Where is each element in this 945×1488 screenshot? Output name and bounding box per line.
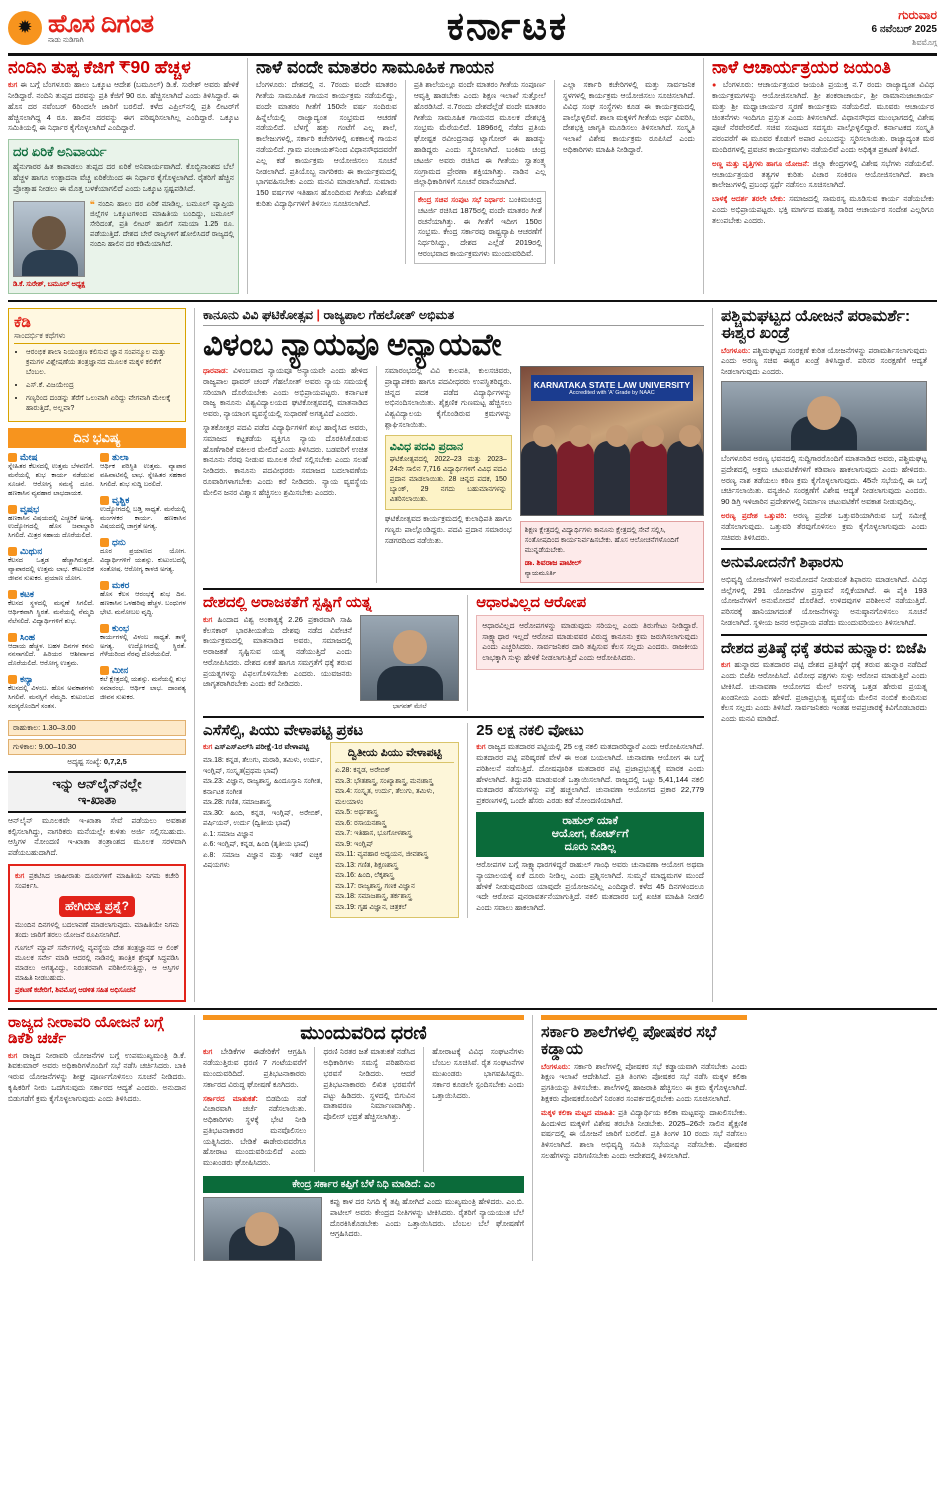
acharya-sub2-label: ಬಾಳಕ್ಕೆ ಆದರ್ಶ ತರಲೇ ಬೇಕು: xyxy=(712,194,786,204)
sign-text: ಹೊಸ ಕೆಲಸ ಆರಂಭಕ್ಕೆ ಶುಭ ದಿನ. ಹಣಕಾಸಿನ ಒಳಹರಿವು ಹೆಚ್ಚಳ. ಬಂಧುಗಳ ಭೇಟಿ. ಮನೋಬಲ ವೃದ್ಧಿ. xyxy=(100,590,186,616)
logo-subtitle: ನಾಡು ನುಡಿಗಾಗಿ xyxy=(48,36,84,44)
rahul-text: ಆರೋಪಗಳ ಬಗ್ಗೆ ಸಾಕ್ಷ್ಯಾಧಾರಗಳಿದ್ದರೆ ರಾಹುಲ್ ಗಾಂಧಿ ಅವರು ಚುನಾವಣಾ ಆಯೋಗ ಅಥವಾ ನ್ಯಾಯಾಲಯಕ್ಕೆ ಏಕೆ ದೂರು ನೀಡಿಲ್ಲ ಎಂದು ಪ್ರಶ್ನಿಸಲಾಗಿದೆ. ಸುಮ್ಮನೆ ಮಾಧ್ಯಮಗಳ ಮುಂದೆ ಹೇಳಿಕೆ ನೀಡುವುದರಿಂದ ಯಾವುದೇ ಪ್ರಯೋಜನವಿಲ್ಲ ಎಂದಿದ್ದಾರೆ. ಕಳೆದ 45 ದಿನಗಳಿಂದಲೂ ಇದೇ ಆರೋಪ ಪುನರಾವರ್ತನೆಯಾಗುತ್ತಿದೆ. ನಕಲಿ ಮತದಾರರ ಬಗ್ಗೆ ಖಚಿತ ಮಾಹಿತಿ ನೀಡಲಿ ಎಂದು ಸವಾಲು ಹಾಕಲಾಗಿದೆ. xyxy=(476,859,704,913)
anumodane-body: ಅಭಿವೃದ್ಧಿ ಯೋಜನೆಗಳಿಗೆ ಅನುಮೋದನೆ ನೀಡುವಂತೆ ಶಿಫಾರಸು ಮಾಡಲಾಗಿದೆ. ವಿವಿಧ ಜಿಲ್ಲೆಗಳಲ್ಲಿ 291 ಯೋಜನೆಗಳ ಪ್ರಸ್ತಾವನೆ ಸಲ್ಲಿಕೆಯಾಗಿದೆ. ಈ ಪೈಕಿ 193 ಯೋಜನೆಗಳಿಗೆ ಅನುಮೋದನೆ ದೊರೆತಿದೆ. ಉಳಿದವುಗಳ ಪರಿಶೀಲನೆ ನಡೆಯುತ್ತಿದೆ. ಪರಿಸರಕ್ಕೆ ಹಾನಿಯಾಗದಂತೆ ಯೋಜನೆಗಳನ್ನು ಅನುಷ್ಠಾನಗೊಳಿಸಲು ಸೂಚನೆ ನೀಡಲಾಗಿದೆ. ಸ್ಥಳೀಯ ಜನರ ಅಭಿಪ್ರಾಯ ಪಡೆದು ಮುಂದುವರಿಯಲು ತಿಳಿಸಲಾಗಿದೆ. xyxy=(721,574,927,627)
schools-sub1-label: ಮಕ್ಕಳ ಕಲಿಕಾ ಮಟ್ಟದ ಮಾಹಿತಿ: xyxy=(541,1107,616,1117)
arajakate-headline: ದೇಶದಲ್ಲಿ ಅರಾಜಕತೆಗೆ ಸ್ಪಷ್ಟಿಗೆ ಯತ್ನ xyxy=(203,594,372,612)
sslc-tag: ಕುಗ xyxy=(203,742,213,752)
bjp-headline: ದೇಶದ ಪ್ರತಿಷ್ಠೆ ಧಕ್ಕೆ ತರುವ ಹುನ್ನಾರ: ಬಿಜೆಪಿ xyxy=(721,639,927,657)
feature-ad-body2: ಗೂಗಲ್ ಮ್ಯಾಪ್ ಸರ್ವೇಗಳಲ್ಲಿ ವ್ಯವಸ್ಥೆಯ ದೇಶ ತಂತ್ರಜ್ಞಾನದ ಆ ಲಿಂಕ್ ಮೂಲಕ ಸರ್ವೇ ಮಾಡಿ ಆದರಲ್ಲಿ ನಾಡಿನಲ್ಲಿ ತಾಂತ್ರಿಕ ಶ್ರೇಷ್ಠತೆ ಸಿದ್ಧಪಡಿಸಿ ಮಾಡಲು ಅಗತ್ಯವಿದ್ದು, ನಿರಂತರವಾಗಿ ಪರಿಶೀಲಿಸುತ್ತಿದ್ದು, ಆ ಆಸ್ತಿಗಳ ಮಾಹಿತಿ ನೀಡಬಹುದು. xyxy=(15,944,179,982)
dharane-tag: ಕುಗ xyxy=(203,1047,213,1057)
sslc-exam-row: ಏ.8: ಸಮಾಜ ವಿಜ್ಞಾನ ಮತ್ತು ಇತರೆ ಐಚ್ಛಿಕ ವಿಷಯಗಳು xyxy=(203,851,323,870)
article-acharya-body: ಬೆಂಗಳೂರು: ಆಚಾರ್ಯತ್ರಯರ ಜಯಂತಿ ಪ್ರಯುಕ್ತ ನ.7 ರಂದು ರಾಜ್ಯಾದ್ಯಂತ ವಿವಿಧ ಕಾರ್ಯಕ್ರಮಗಳನ್ನು ಆಯೋಜಿಸಲಾಗಿದೆ. ಶ್ರೀ ಶಂಕರಾಚಾರ್ಯ, ಶ್ರೀ ರಾಮಾನುಜಾಚಾರ್ಯ ಮತ್ತು ಶ್ರೀ ಮಧ್ವಾಚಾರ್ಯರ ಸ್ಮರಣೆ ಕಾರ್ಯಕ್ರಮ ನಡೆಯಲಿದೆ. ಮೂವರು ಆಚಾರ್ಯರ ಚಿಂತನೆಗಳು ಇಂದಿಗೂ ಪ್ರಸ್ತುತ ಎಂದು ತಿಳಿಸಲಾಗಿದೆ. ವಿಧಾನಸೌಧದ ಮುಂಭಾಗದಲ್ಲಿ ವಿಶೇಷ ಪೂಜೆ ನೆರವೇರಲಿದೆ. ಸಚಿವ ಸಂಪುಟದ ಸದಸ್ಯರು ಪಾಲ್ಗೊಳ್ಳಲಿದ್ದಾರೆ. ಕರ್ನಾಟಕದ ಸಂಸ್ಕೃತಿ ಪರಂಪರೆಗೆ ಈ ಮೂವರ ಕೊಡುಗೆ ಅಪಾರ ಎಂಬುದನ್ನು ಸ್ಮರಿಸಲಾಯಿತು. ರಾಜ್ಯಾದ್ಯಂತ ಮಠ ಮಂದಿರಗಳಲ್ಲಿ ಪ್ರವಚನ ಕಾರ್ಯಕ್ರಮಗಳು ನಡೆಯಲಿವೆ ಎಂದು ಅಧಿಕೃತ ಪ್ರಕಟಣೆ ತಿಳಿಸಿದೆ. xyxy=(712,80,934,154)
zodiac-icon xyxy=(8,633,17,642)
sign-text: ಹಣಕಾಸಿನ ವಿಷಯದಲ್ಲಿ ಎಚ್ಚರಿಕೆ ಅಗತ್ಯ. ಉದ್ಯೋಗದಲ್ಲಿ ಹೊಸ ಜವಾಬ್ದಾರಿ ಸಿಗಲಿದೆ. ಮಿತ್ರರ ಸಹಾಯ ದೊರೆಯಲಿದೆ. xyxy=(8,514,94,540)
rahul-banner xyxy=(476,812,704,857)
sign-label: ವೃಶ್ಚಿಕ xyxy=(112,494,130,505)
quote-author: ಡಾ. ಶಿವರಾಜ ಪಾಟೀಲ್ xyxy=(524,558,582,568)
left-rail xyxy=(8,308,186,1002)
horoscope-header: ದಿನ ಭವಿಷ್ಯ xyxy=(8,428,186,448)
zodiac-icon xyxy=(8,675,17,684)
masthead xyxy=(8,6,937,56)
photo-banner-sub: Accredited with 'A' Grade by NAAC xyxy=(569,390,655,397)
horoscope-sign xyxy=(8,452,94,499)
pu-exam-row: ಏ.28: ಕನ್ನಡ, ಅರೇಬಿಕ್ xyxy=(335,767,391,775)
zodiac-icon xyxy=(100,538,109,547)
gulikala-bar xyxy=(8,739,186,755)
article-votes xyxy=(476,723,704,807)
article-schools xyxy=(532,1015,747,1261)
quote-role: ನ್ಯಾಯಮೂರ್ತಿ xyxy=(524,570,557,578)
sign-label: ಕನ್ಯಾ xyxy=(20,674,34,685)
lucky-value: 0,7,2,5 xyxy=(103,756,127,766)
votes-headline: 25 ಲಕ್ಷ ನಕಲಿ ವೋಟು xyxy=(476,721,584,739)
main-quotebox xyxy=(520,521,704,583)
pu-exam-row: ಮಾ.19: ಗೃಹ ವಿಜ್ಞಾನ, ಚಿತ್ರಕಲೆ xyxy=(335,903,407,911)
article-anumodane xyxy=(721,555,927,628)
pu-exam-row: ಮಾ.6: ರಸಾಯನಶಾಸ್ತ್ರ xyxy=(335,819,387,827)
sign-text: ಉದ್ಯೋಗದಲ್ಲಿ ಬಡ್ತಿ ಸಾಧ್ಯತೆ. ಮನೆಯಲ್ಲಿ ಮಂಗಳಕರ ಕಾರ್ಯ. ಹಣಕಾಸಿನ ವಿಷಯದಲ್ಲಿ ಜಾಗ್ರತೆ ಅಗತ್ಯ. xyxy=(100,505,186,531)
article-sslc xyxy=(203,723,459,919)
article-dharane xyxy=(194,1015,524,1261)
sign-label: ಮಿಥುನ xyxy=(20,546,43,557)
pu-exam-row: ಮಾ.9: ಇಂಗ್ಲಿಷ್ xyxy=(335,840,374,848)
sslc-exam-row: ಮಾ.23: ವಿಜ್ಞಾನ, ರಾಜ್ಯಶಾಸ್ತ್ರ, ಹಿಂದೂಸ್ತಾನಿ ಸಂಗೀತ, ಕರ್ನಾಟಕ ಸಂಗೀತ xyxy=(203,778,323,796)
dharane-sub-label: ಸರ್ಕಾರದ ಮಾತುಕತೆ: xyxy=(203,1093,258,1103)
horoscope-sign xyxy=(100,665,186,703)
bottom-band xyxy=(8,1008,937,1261)
aadhar-body: ಆಧಾರವಿಲ್ಲದ ಆರೋಪಗಳನ್ನು ಮಾಡುವುದು ಸರಿಯಲ್ಲ ಎಂದು ತಿರುಗೇಟು ನೀಡಿದ್ದಾರೆ. ಸಾಕ್ಷ್ಯಾಧಾರ ಇಲ್ಲದೆ ಆರೋಪ ಮಾಡುವವರ ವಿರುದ್ಧ ಕಾನೂನು ಕ್ರಮ ಜರುಗಿಸಲಾಗುವುದು ಎಂದು ಎಚ್ಚರಿಸಿದರು. ಸಾರ್ವಜನಿಕರ ದಾರಿ ತಪ್ಪಿಸುವ ಕೆಲಸ ಸಲ್ಲದು ಎಂದರು. ರಾಜಕೀಯ ಲಾಭಕ್ಕಾಗಿ ಸುಳ್ಳು ಹೇಳಿಕೆ ನೀಡಲಾಗುತ್ತಿದೆ ಎಂದು ಆರೋಪಿಸಿದರು. xyxy=(482,620,698,663)
vandemataram-box-text: ಬಂಕಿಮಚಂದ್ರ ಚಟರ್ಜಿ ರಚಿಸಿದ 1875ರಲ್ಲಿ ವಂದೇ ಮಾತರಂ ಗೀತೆ ರಚನೆಯಾಗಿತ್ತು. ಈ ಗೀತೆಗೆ ಇದೀಗ 150ರ ಸಂಭ್ರಮ. ಕೇಂದ್ರ ಸರ್ಕಾರವು ರಾಷ್ಟ್ರವ್ಯಾಪಿ ಆಚರಣೆಗೆ ನಿರ್ಧರಿಸಿದ್ದು, ದೇಶದ ಎಲ್ಲೆಡೆ 2019ರಲ್ಲಿ ಆರಂಭವಾದ ಕಾರ್ಯಕ್ರಮಗಳು ಮುಂದುವರಿದಿವೆ. xyxy=(417,195,542,258)
main-col2: ಸ್ನಾತಕೋತ್ತರ ಪದವಿ ಪಡೆದ ವಿದ್ಯಾರ್ಥಿಗಳಿಗೆ ಶುಭ ಹಾರೈಸಿದ ಅವರು, ಸಮಾಜದ ಕಟ್ಟಕಡೆಯ ವ್ಯಕ್ತಿಗೂ ನ್ಯಾಯ ದೊರಕಿಸಿಕೊಡುವ ಹೊಣೆಗಾರಿಕೆ ವಕೀಲರ ಮೇಲಿದೆ ಎಂದು ತಿಳಿಸಿದರು. ಬಡವರಿಗೆ ಉಚಿತ ಕಾನೂನು ನೆರವು ನೀಡುವ ಮೂಲಕ ಸೇವೆ ಸಲ್ಲಿಸಬೇಕು ಎಂದು ಸಲಹೆ ನೀಡಿದರು. ಕಾನೂನು ಪದವೀಧರರು ಸಮಾಜದ ಬದಲಾವಣೆಯ ರೂವಾರಿಗಳಾಗಬೇಕು ಎಂದು ಕರೆ ನೀಡಿದರು. ನ್ಯಾಯ ವ್ಯವಸ್ಥೆಯ ಮೇಲಿನ ಜನರ ವಿಶ್ವಾಸ ಹೆಚ್ಚಿಸಲು ಶ್ರಮಿಸಬೇಕು ಎಂದರು. xyxy=(203,422,368,497)
dharane-body1: ಬೇಡಿಕೆಗಳ ಈಡೇರಿಕೆಗೆ ಆಗ್ರಹಿಸಿ ನಡೆಯುತ್ತಿರುವ ಧರಣಿ 7 ಗಂಟೆಯವರೆಗೆ ಮುಂದುವರಿದಿದೆ. ಪ್ರತಿಭಟನಾಕಾರರು ಸರ್ಕಾರದ ವಿರುದ್ಧ ಘೋಷಣೆ ಕೂಗಿದರು. xyxy=(203,1047,307,1089)
arajakate-tag: ಕುಗ xyxy=(203,614,213,624)
masthead-date: 6 ನವೆಂಬರ್ 2025 xyxy=(871,24,937,36)
lucky-label: ಅದೃಷ್ಟ ಸಂಖ್ಯೆ: xyxy=(67,756,102,766)
article-acharya-headline: ನಾಳೆ ಆಚಾರ್ಯತ್ರಯರ ಜಯಂತಿ xyxy=(712,57,891,77)
sign-text: ಕೆಲಸದಲ್ಲಿ ವಿಳಂಬ. ಹೊಸ ಅವಕಾಶಗಳು ಸಿಗಲಿವೆ. ಮನಸ್ಸಿಗೆ ನೆಮ್ಮದಿ. ಕುಟುಂಬದ ಸದಸ್ಯರೊಂದಿಗೆ ಸಂತಸ. xyxy=(8,685,94,710)
photo-person xyxy=(630,441,666,515)
sslc-exam-row: ಏ.1: ಸಮಾಜ ವಿಜ್ಞಾನ xyxy=(203,830,254,838)
subbox-credit: ಡಿ.ಕೆ. ಸುರೇಶ್, ಬಮೂಲ್ ಅಧ್ಯಕ್ಷ xyxy=(13,280,85,288)
kaidi-box xyxy=(8,308,186,422)
masthead-date-block xyxy=(777,7,937,49)
gulikala-label: ಗುಳಿಕಾಲ: xyxy=(13,741,37,751)
sign-text: ಕಾರ್ಯಗಳಲ್ಲಿ ವಿಳಂಬ ಸಾಧ್ಯತೆ. ತಾಳ್ಮೆ ಅಗತ್ಯ. ಉದ್ಯೋಗದಲ್ಲಿ ಸ್ಥಿರತೆ. ಗೆಳೆಯರಿಂದ ನೆರವು ದೊರೆಯಲಿದೆ. xyxy=(100,633,186,659)
acharya-sub1-label: ಅಣ್ಣ ಮತ್ತು ವೃತ್ತಿಗಳು ಹಾಗೂ ಯೋಜನೆ: xyxy=(712,158,810,168)
sign-label: ಕಟಕ xyxy=(20,588,34,599)
schools-body: ಸರ್ಕಾರಿ ಶಾಲೆಗಳಲ್ಲಿ ಪೋಷಕರ ಸಭೆ ಕಡ್ಡಾಯವಾಗಿ ನಡೆಸಬೇಕು ಎಂದು ಶಿಕ್ಷಣ ಇಲಾಖೆ ಆದೇಶಿಸಿದೆ. ಪ್ರತಿ ತಿಂಗಳು ಪೋಷಕರ ಸಭೆ ನಡೆಸಿ ಮಕ್ಕಳ ಕಲಿಕಾ ಪ್ರಗತಿಯನ್ನು ತಿಳಿಸಬೇಕು. ಶಾಲೆಗಳಲ್ಲಿ ಹಾಜರಾತಿ ಹೆಚ್ಚಿಸಲು ಈ ಕ್ರಮ ಕೈಗೊಳ್ಳಲಾಗಿದೆ. ಶಿಕ್ಷಕರು ಪೋಷಕರೊಂದಿಗೆ ನಿರಂತರ ಸಂಪರ್ಕದಲ್ಲಿರಬೇಕು ಎಂದು ಸೂಚಿಸಲಾಗಿದೆ. xyxy=(541,1061,747,1104)
sign-text: ಕಲೆ ಕ್ಷೇತ್ರದಲ್ಲಿ ಯಶಸ್ಸು. ಮನೆಯಲ್ಲಿ ಶುಭ ಸಮಾರಂಭ. ಆರ್ಥಿಕ ಲಾಭ. ದಾಂಪತ್ಯ ಜೀವನ ಸುಖಕರ. xyxy=(100,676,186,702)
schools-tag: ಬೆಂಗಳೂರು: xyxy=(541,1061,571,1071)
subbox-text: ಹೈನುಗಾರರ ಹಿತ ಕಾಪಾಡಲು ತುಪ್ಪದ ದರ ಏರಿಕೆ ಅನಿವಾರ್ಯವಾಗಿದೆ. ಕೊಬ್ಬಿನಾಂಶದ ಬೆಲೆ ಹೆಚ್ಚಳ ಹಾಗೂ ಉತ್ಪಾದನಾ ವೆಚ್ಚ ಏರಿಕೆಯಿಂದ ಈ ನಿರ್ಧಾರ ಕೈಗೊಳ್ಳಲಾಗಿದೆ. ರೈತರಿಗೆ ಹೆಚ್ಚಿನ ಪ್ರೋತ್ಸಾಹ ನೀಡಲು ಈ ಮೊತ್ತ ಬಳಕೆಯಾಗಲಿದೆ ಎಂದು ಒಕ್ಕೂಟ ಸ್ಪಷ್ಟಪಡಿಸಿದೆ. xyxy=(13,162,234,193)
zodiac-icon xyxy=(8,505,17,514)
acharya-dateline: ● xyxy=(712,80,719,90)
kaidi-title: ಕೆಡಿ xyxy=(14,313,31,331)
main-kicker-left: ಕಾನೂನು ವಿವಿ ಘಟಿಕೋತ್ಸವ xyxy=(203,307,314,322)
sign-text: ಕೆಲಸದ ಸ್ಥಳದಲ್ಲಿ ಮನ್ನಣೆ ಸಿಗಲಿದೆ. ಆರ್ಥಿಕವಾಗಿ ಸ್ಥಿರತೆ. ಮನೆಯಲ್ಲಿ ನೆಮ್ಮದಿ ನೆಲೆಸಲಿದೆ. ವಿದ್ಯಾರ್ಥಿಗಳಿಗೆ ಶುಭ. xyxy=(8,599,94,625)
dharane-col2: ಧರಣಿ ನಿರತರ ಜತೆ ಮಾತುಕತೆ ನಡೆಸಿದ ಅಧಿಕಾರಿಗಳು ಸಮಸ್ಯೆ ಪರಿಹರಿಸುವ ಭರವಸೆ ನೀಡಿದರು. ಆದರೆ ಪ್ರತಿಭಟನಾಕಾರರು ಲಿಖಿತ ಭರವಸೆಗೆ ಪಟ್ಟು ಹಿಡಿದರು. ಸ್ಥಳದಲ್ಲಿ ಬಿಗುವಿನ ವಾತಾವರಣ ನಿರ್ಮಾಣವಾಗಿತ್ತು. ಪೊಲೀಸ್ ಭದ್ರತೆ ಹೆಚ್ಚಿಸಲಾಗಿತ್ತು. xyxy=(323,1047,416,1122)
ekhata-text: ಆನ್‌ಲೈನ್ ಮೂಲಕವೇ ಇ-ಖಾತಾ ಸೇವೆ ಪಡೆಯಲು ಅವಕಾಶ ಕಲ್ಪಿಸಲಾಗಿದ್ದು, ನಾಗರಿಕರು ಮನೆಯಲ್ಲೇ ಕುಳಿತು ಅರ್ಜಿ ಸಲ್ಲಿಸಬಹುದು. ಆಸ್ತಿಗಳ ನೋಂದಣಿ ಇ-ಖಾತಾ ತಂತ್ರಾಂಶದ ಮೂಲಕ ಸರಳವಾಗಿ ಪಡೆಯಬಹುದಾಗಿದೆ. xyxy=(8,815,186,858)
horoscope-grid xyxy=(8,452,186,717)
photo-banner-text: KARNATAKA STATE LAW UNIVERSITY xyxy=(533,380,691,391)
pu-exam-row: ಮಾ.3: ಭೌತಶಾಸ್ತ್ರ, ಸಂಖ್ಯಾಶಾಸ್ತ್ರ, ಮನಃಶಾಸ್ತ್ರ xyxy=(335,777,434,785)
lucky-number-line xyxy=(8,757,186,767)
pu-timetable xyxy=(330,742,459,918)
arajakate-body: ಹಿಂದಾದ ವಿಶ್ವ ಅಂಕಾತ್ಯಕ್ಕೆ 2.26 ಪ್ರಕಾರವಾಗಿ ಸಾಹಿ ಕೆಲಸಕಾರ್ ಭಾರತೀಯತೆಯ ದೇಶವು ನಡೆದ ವಿವೇಚನೆ ಕಾರ್ಯಕ್ರಮದಲ್ಲಿ ಮಾತನಾಡಿದ ಅವರು, ಸಮಾಜದಲ್ಲಿ ಅರಾಜಕತೆ ಸೃಷ್ಟಿಸುವ ಯತ್ನ ನಡೆಯುತ್ತಿದೆ ಎಂದು ಆರೋಪಿಸಿದರು. ದೇಶದ ಏಕತೆ ಹಾಗೂ ಸಮಗ್ರತೆಗೆ ಧಕ್ಕೆ ತರುವ ಪ್ರಯತ್ನಗಳನ್ನು ವಿಫಲಗೊಳಿಸಬೇಕು ಎಂದರು. ಯುವಜನರು ಜಾಗೃತರಾಗಿರಬೇಕು ಎಂದು ಕರೆ ನೀಡಿದರು. xyxy=(203,614,352,689)
sign-text: ಆರ್ಥಿಕ ಪರಿಸ್ಥಿತಿ ಉತ್ತಮ. ವ್ಯಾಪಾರ ವಹಿವಾಟಿನಲ್ಲಿ ಲಾಭ. ಸ್ನೇಹಿತರ ಸಹಕಾರ ಸಿಗಲಿದೆ. ಶುಭ ಸುದ್ದಿ ಬರಲಿದೆ. xyxy=(100,462,186,488)
dharane-body2: ಬಿಡದಿಯ ನಡೆ ವಿಚಾರವಾಗಿ ಚರ್ಚೆ ನಡೆಸಲಾಯಿತು. ಅಧಿಕಾರಿಗಳು ಸ್ಥಳಕ್ಕೆ ಭೇಟಿ ನೀಡಿ ಪ್ರತಿಭಟನಾಕಾರರ ಮನವೊಲಿಸಲು ಯತ್ನಿಸಿದರು. ಬೇಡಿಕೆ ಈಡೇರುವವರೆಗೂ ಹೋರಾಟ ಮುಂದುವರಿಯಲಿದೆ ಎಂದು ಮುಖಂಡರು ಘೋಷಿಸಿದರು. xyxy=(203,1093,307,1168)
main-headline: ವಿಳಂಬ ನ್ಯಾಯವೂ ಅನ್ಯಾಯವೇ xyxy=(203,326,502,362)
main-yellowbox-text: ಘಟಿಕೋತ್ಸವದಲ್ಲಿ 2022–23 ಮತ್ತು 2023–24ನೇ ಸಾಲಿನ 7,716 ವಿದ್ಯಾರ್ಥಿಗಳಿಗೆ ವಿವಿಧ ಪದವಿ ಪ್ರದಾನ ಮಾಡಲಾಯಿತು. 28 ಚಿನ್ನದ ಪದಕ, 150 ಬ್ಯಾಂಕ್, 29 ನಗದು ಬಹುಮಾನಗಳನ್ನು ವಿತರಿಸಲಾಯಿತು. xyxy=(389,456,507,504)
zodiac-icon xyxy=(100,453,109,462)
horoscope-sign xyxy=(8,632,94,670)
zodiac-icon xyxy=(8,453,17,462)
photo-person xyxy=(521,441,557,515)
ekhata-banner xyxy=(8,771,186,813)
section-accent-bar xyxy=(203,1015,524,1020)
right-rail xyxy=(712,308,927,1002)
sslc-exam-row: ಮಾ.18: ಕನ್ನಡ, ತೆಲುಗು, ಮರಾಠಿ, ತಮಿಳು, ಉರ್ದು, ಇಂಗ್ಲಿಷ್, ಸಂಸ್ಕೃತ(ಪ್ರಥಮ ಭಾಷೆ) xyxy=(203,757,323,775)
main-kicker-right: ರಾಜ್ಯಪಾಲ ಗೆಹಲೋತ್ ಅಭಿಮತ xyxy=(323,307,455,322)
horoscope-sign xyxy=(8,504,94,542)
paschima-sub1: ಅರಣ್ಯ ಪ್ರದೇಶ ಒತ್ತುವರಿಯಾಗಿರುವ ಬಗ್ಗೆ ಸಮೀಕ್ಷೆ ನಡೆಸಲಾಗುವುದು. ಒತ್ತುವರಿ ತೆರವುಗೊಳಿಸಲು ಕ್ರಮ ಕೈಗೊಳ್ಳಲಾಗುವುದು ಎಂದು ಸಚಿವರು ತಿಳಿಸಿದರು. xyxy=(721,510,927,542)
neeravari-headline: ರಾಜ್ಯದ ನೀರಾವರಿ ಯೋಜನೆ ಬಗ್ಗೆ ಡಿಕೆಶಿ ಚರ್ಚೆ xyxy=(8,1013,164,1048)
vandemataram-box-label: ಕೇಂದ್ರ ಸಚಿವ ಸಂಪುಟ ಸಭೆ ನಿರ್ಧಾರ: xyxy=(417,195,506,205)
zodiac-icon xyxy=(100,581,109,590)
sign-label: ವೃಷಭ xyxy=(20,503,40,514)
paschima-tag: ಬೆಂಗಳೂರು: xyxy=(721,345,751,355)
article-paschima xyxy=(721,308,927,544)
votes-tag: ಕುಗ xyxy=(476,742,486,752)
pu-timetable-title: ದ್ವಿತೀಯ ಪಿಯು ವೇಳಾಪಟ್ಟಿ xyxy=(335,747,454,763)
sign-label: ಸಿಂಹ xyxy=(20,631,36,642)
center-main xyxy=(194,308,704,1002)
article-aadhar xyxy=(467,595,704,711)
horoscope-sign xyxy=(8,546,94,584)
sign-text: ದೂರ ಪ್ರಯಾಣದ ಯೋಗ. ವಿದ್ಯಾರ್ಥಿಗಳಿಗೆ ಯಶಸ್ಸು. ಕುಟುಂಬದಲ್ಲಿ ಸಂತೋಷ. ಆರೋಗ್ಯ ಕಾಳಜಿ ಅಗತ್ಯ. xyxy=(100,548,186,574)
article-nandini xyxy=(8,58,239,294)
rahul-banner-line2: ಆಯೋಗ, ಕೋರ್ಟ್‌ಗೆ xyxy=(551,827,629,840)
main-kicker-sep: | xyxy=(316,307,321,322)
dharane-headline: ಮುಂದುವರಿದ ಧರಣಿ xyxy=(300,1022,427,1044)
photo-person xyxy=(667,441,703,515)
feature-ad-footer: ಪ್ರಕಟಣೆ ಕಚೇರಿಗೆ, ಶಿವಮೊಗ್ಗ ಆಡಳಿತ ಸಹಿತ ಅಧಿಸೂಚನೆ xyxy=(15,986,136,994)
middle-band xyxy=(8,308,937,1002)
sign-text: ಸ್ನೇಹಿತರ ಕೆಲಸದಲ್ಲಿ ಉತ್ತಮ ಬೆಳವಣಿಗೆ. ಮನೆಯಲ್ಲಿ ಶುಭ ಕಾರ್ಯ ನಡೆಯುವ ಸೂಚನೆ. ಆರೋಗ್ಯ ಸಮಸ್ಯೆ ದೂರ. ಹಣಕಾಸಿನ ವ್ಯವಹಾರ ಲಾಭದಾಯಕ. xyxy=(8,462,94,497)
article-arajakate xyxy=(203,595,459,711)
feature-ad-title[interactable]: ಹೇಗಿರುತ್ತ ಪ್ರಶ್ನೆ? xyxy=(59,896,135,917)
schools-headline: ಸರ್ಕಾರಿ ಶಾಲೆಗಳಲ್ಲಿ ಪೋಷಕರ ಸಭೆ ಕಡ್ಡಾಯ xyxy=(541,1023,717,1059)
paschima-body1: ಪಶ್ಚಿಮಘಟ್ಟದ ಸಂರಕ್ಷಣೆ ಕುರಿತ ಯೋಜನೆಗಳನ್ನು ಪರಾಮರ್ಶಿಸಲಾಗುವುದು ಎಂದು ಅರಣ್ಯ ಸಚಿವ ಈಶ್ವರ ಖಂಡ್ರೆ ತಿಳಿಸಿದ್ದಾರೆ. ಪರಿಸರ ಸಂರಕ್ಷಣೆಗೆ ಆದ್ಯತೆ ನೀಡಲಾಗುವುದು ಎಂದರು. xyxy=(721,345,927,377)
kaidi-subtitle: ಸಾಂದರ್ಭಿಕ ಕಥೆಗಳು xyxy=(14,331,180,344)
sign-label: ಮೇಷ xyxy=(20,451,38,462)
article-nandini-headline: ನಂದಿನಿ ತುಪ್ಪ ಕೆಜಿಗೆ ₹90 ಹೆಚ್ಚಳ xyxy=(8,57,191,77)
horoscope-sign xyxy=(100,495,186,533)
sslc-exam-row: ಏ.6: ಇಂಗ್ಲಿಷ್, ಕನ್ನಡ, ಹಿಂದಿ (ತೃತೀಯ ಭಾಷೆ) xyxy=(203,841,309,849)
paschima-body2: ಬೆಂಗಳೂರಿನ ಅರಣ್ಯ ಭವನದಲ್ಲಿ ಸುದ್ದಿಗಾರರೊಂದಿಗೆ ಮಾತನಾಡಿದ ಅವರು, ಪಶ್ಚಿಮಘಟ್ಟ ಪ್ರದೇಶದಲ್ಲಿ ಅಕ್ರಮ ಚಟುವಟಿಕೆಗಳಿಗೆ ಕಡಿವಾಣ ಹಾಕಲಾಗುವುದು ಎಂದು ಹೇಳಿದರು. ಅರಣ್ಯ ನಾಶ ತಡೆಯಲು ಕಠಿಣ ಕ್ರಮ ಕೈಗೊಳ್ಳಲಾಗುವುದು. 45ನೇ ಸಭೆಯಲ್ಲಿ ಈ ಬಗ್ಗೆ ಚರ್ಚಿಸಲಾಯಿತು. ವನ್ಯಜೀವಿ ಸಂರಕ್ಷಣೆಗೆ ವಿಶೇಷ ಆದ್ಯತೆ ನೀಡಲಾಗುವುದು ಎಂದರು. 90 ಡಿಗ್ರಿ ಇಳಿಜಾರಿನ ಪ್ರದೇಶಗಳಲ್ಲಿ ನಿರ್ಮಾಣ ಚಟುವಟಿಕೆಗೆ ಅವಕಾಶ ನೀಡುವುದಿಲ್ಲ. xyxy=(721,454,927,507)
sign-label: ಕುಂಭ xyxy=(112,622,130,633)
sslc-sub: ಎಸ್‌ಎಸ್‌ಎಲ್‌ಸಿ ಪರೀಕ್ಷೆ-1ರ ವೇಳಾಪಟ್ಟಿ xyxy=(214,742,310,752)
ekhata-line2: ಇ-ಖಾತಾ xyxy=(77,791,117,807)
vandemataram-col2: ಪ್ರತಿ ಶಾಲೆಯಲ್ಲೂ ವಂದೇ ಮಾತರಂ ಗೀತೆಯ ಸಂಪೂರ್ಣ ಆವೃತ್ತಿ ಹಾಡಬೇಕು ಎಂದು ಶಿಕ್ಷಣ ಇಲಾಖೆ ಸುತ್ತೋಲೆ ಹೊರಡಿಸಿದೆ. ನ.7ರಂದು ದೇಶದೆಲ್ಲೆಡೆ ವಂದೇ ಮಾತರಂ ಗೀತೆಯ ಸಾಮೂಹಿಕ ಗಾಯನದ ಮೂಲಕ ದೇಶಭಕ್ತಿ ಸಂಭ್ರಮ ಮೆರೆಯಲಿದೆ. 1896ರಲ್ಲಿ ನೆಡೆದ ಪ್ರತಿಯ ಘೋಷ್ಟಕ ರವೀಂದ್ರನಾಥ ಟ್ಯಾಗೋರ್ ಈ ಹಾಡನ್ನು ಹಾಡಿದ್ದರು ಎಂದು ಸ್ಮರಿಸಲಾಗಿದೆ. ಬಂಕಿಮ ಚಂದ್ರ ಚಟರ್ಜಿ ಅವರು ರಚಿಸಿದ ಈ ಗೀತೆಯು ಸ್ವಾತಂತ್ರ್ಯ ಸಂಗ್ರಾಮದ ಪ್ರೇರಣಾ ಶಕ್ತಿಯಾಗಿತ್ತು. ನಾಡಿನ ಎಲ್ಲ ಜಿಲ್ಲಾಧಿಕಾರಿಗಳಿಗೆ ಸೂಚನೆ ರವಾನೆಯಾಗಿದೆ. xyxy=(413,80,546,187)
zodiac-icon xyxy=(100,624,109,633)
photo-person xyxy=(594,441,630,515)
horoscope-sign xyxy=(8,589,94,627)
top-band xyxy=(8,58,937,302)
sign-label: ಧನು xyxy=(112,537,126,548)
logo xyxy=(8,11,238,45)
article-vandemataram xyxy=(247,58,695,294)
dharane-bottom-body: ಕಪ್ಪು ಕಾಳ ದರ ನಿಗದಿ ಕೈ ತಪ್ಪಿ ಹೋಗಿದೆ ಎಂದು ಮುಖ್ಯಮಂತ್ರಿ ಹೇಳಿದರು. ಎಂ.ಬಿ. ಪಾಟೀಲ್ ಅವರು ಕೇಂದ್ರದ ನೀತಿಗಳನ್ನು ಟೀಕಿಸಿದರು. ರೈತರಿಗೆ ನ್ಯಾಯಯುತ ಬೆಲೆ ದೊರಕಿಸಿಕೊಡಬೇಕು ಎಂದು ಒತ್ತಾಯಿಸಿದರು. ಬೆಂಬಲ ಬೆಲೆ ಘೋಷಣೆಗೆ ಆಗ್ರಹಿಸಿದರು. xyxy=(329,1197,524,1239)
paschima-headline: ಪಶ್ಚಿಮಘಟ್ಟದ ಯೋಜನೆ ಪರಾಮರ್ಶೆ: ಈಶ್ವರ ಖಂಡ್ರೆ xyxy=(721,307,911,343)
main-dateline: ಧಾರವಾಡ: xyxy=(203,366,229,376)
rahukala-label: ರಾಹುಕಾಲ: xyxy=(13,722,41,732)
article-acharya xyxy=(703,58,934,294)
feature-ad-intro: ಪ್ರಕಟಿಸಿದ ಜಾಹೀರಾತು ದೂರುಗಳಿಗೆ ಮಾಹಿತಿಯ ನಿಗಮ ಕಚೇರಿ ಸಂಪರ್ಕಿಸಿ. xyxy=(15,873,179,890)
horoscope-sign xyxy=(100,623,186,661)
zodiac-icon xyxy=(100,496,109,505)
zodiac-icon xyxy=(100,666,109,675)
dharane-bottom-head: ಕೇಂದ್ರ ಸರ್ಕಾರ ಕಪ್ಪಿಗೆ ಬೆಳೆ ನಿಧಿ ಮಾಡಿದೆ: ಎಂ xyxy=(203,1176,524,1193)
bjp-tag: ಕುಗ xyxy=(721,660,731,670)
sign-text: ಕೆಲಸದ ಒತ್ತಡ ಹೆಚ್ಚಾಗಿರುತ್ತದೆ. ವ್ಯಾಪಾರದಲ್ಲಿ ಉತ್ತಮ ಲಾಭ. ಕೌಟುಂಬಿಕ ಜೀವನ ಸುಖಕರ. ಪ್ರಯಾಣ ಯೋಗ. xyxy=(8,557,94,582)
cm-photo xyxy=(203,1197,322,1261)
masthead-edition: ಶಿವಮೊಗ್ಗ xyxy=(912,38,937,48)
acharya-sub1-text: ಜಿಲ್ಲಾ ಕೇಂದ್ರಗಳಲ್ಲಿ ವಿಶೇಷ ಸಭೆಗಳು ನಡೆಯಲಿವೆ. ಆಚಾರ್ಯತ್ರಯರ ತತ್ವಗಳ ಕುರಿತು ವಿಚಾರ ಸಂಕಿರಣ ಆಯೋಜಿಸಲಾಗಿದೆ. ಶಾಲಾ ಕಾಲೇಜುಗಳಲ್ಲಿ ಪ್ರಬಂಧ ಸ್ಪರ್ಧೆ ನಡೆಸಲು ಸೂಚಿಸಲಾಗಿದೆ. xyxy=(712,158,934,190)
pu-exam-row: ಮಾ.13: ಗಣಿತ, ಶಿಕ್ಷಣಶಾಸ್ತ್ರ xyxy=(335,861,398,869)
votes-body: ರಾಜ್ಯದ ಮತದಾರರ ಪಟ್ಟಿಯಲ್ಲಿ 25 ಲಕ್ಷ ನಕಲಿ ಮತದಾರರಿದ್ದಾರೆ ಎಂದು ಆರೋಪಿಸಲಾಗಿದೆ. ಮತದಾರರ ಪಟ್ಟಿ ಪರಿಷ್ಕರಣೆ ವೇಳೆ ಈ ಅಂಶ ಬಯಲಾಗಿದೆ. ಚುನಾವಣಾ ಆಯೋಗ ಈ ಬಗ್ಗೆ ಪರಿಶೀಲನೆ ನಡೆಸುತ್ತಿದೆ. ದೋಷಪೂರಿತ ಮತದಾರರ ಪಟ್ಟಿ ಪ್ರಜಾಪ್ರಭುತ್ವಕ್ಕೆ ಮಾರಕ ಎಂದು ಹೇಳಲಾಗಿದೆ. ತಿದ್ದುಪಡಿ ಮಾಡುವಂತೆ ಒತ್ತಾಯಿಸಲಾಗಿದೆ. ರಾಜ್ಯದಲ್ಲಿ ಒಟ್ಟು 5,41,144 ನಕಲಿ ಮತದಾರರ ಹೆಸರುಗಳನ್ನು ಪತ್ತೆ ಹಚ್ಚಲಾಗಿದೆ. ಚುನಾವಣಾ ಆಯೋಗದ ಪ್ರಕಾರ 22,779 ಪ್ರಕರಣಗಳಲ್ಲಿ ಒಂದೇ ಹೆಸರು ಎರಡು ಕಡೆ ನೋಂದಣಿಯಾಗಿದೆ. xyxy=(476,742,704,806)
sign-label: ಮೀನ xyxy=(112,665,129,676)
main-yellowbox xyxy=(385,435,512,510)
gulikala-value: 9.00–10.30 xyxy=(38,741,77,751)
main-col3: ಸಮಾರಂಭದಲ್ಲಿ ವಿವಿ ಕುಲಪತಿ, ಕುಲಸಚಿವರು, ಪ್ರಾಧ್ಯಾಪಕರು ಹಾಗೂ ಪದವೀಧರರು ಉಪಸ್ಥಿತರಿದ್ದರು. ಚಿನ್ನದ ಪದಕ ಪಡೆದ ವಿದ್ಯಾರ್ಥಿಗಳನ್ನು ಅಭಿನಂದಿಸಲಾಯಿತು. ಶೈಕ್ಷಣಿಕ ಗುಣಮಟ್ಟ ಹೆಚ್ಚಿಸಲು ವಿಶ್ವವಿದ್ಯಾಲಯ ಕೈಗೊಂಡಿರುವ ಕ್ರಮಗಳನ್ನು ಶ್ಲಾಘಿಸಲಾಯಿತು. xyxy=(384,366,512,429)
dharane-col3: ಹೋರಾಟಕ್ಕೆ ವಿವಿಧ ಸಂಘಟನೆಗಳು ಬೆಂಬಲ ಸೂಚಿಸಿವೆ. ರೈತ ಸಂಘಟನೆಗಳ ಮುಖಂಡರು ಭಾಗವಹಿಸಿದ್ದರು. ಸರ್ಕಾರ ಕೂಡಲೇ ಸ್ಪಂದಿಸಬೇಕು ಎಂದು ಒತ್ತಾಯಿಸಿದರು. xyxy=(432,1047,524,1100)
kaidi-item: • ಗಣ್ಯರಿಂದ ದಂಡನ್ನು ತೆರೆಗೆ ಒಲುವಾಗಿ ಏರಿದ್ದು ವೇಗವಾಗಿ ಮೇಲಕ್ಕೆ ಹಾರುತ್ತಿದೆ, ಅಲ್ಲವಾ? xyxy=(26,393,180,413)
section-accent-bar xyxy=(541,1015,747,1020)
main-col1: ವಿಳಂಬವಾದ ನ್ಯಾಯವೂ ಅನ್ಯಾಯವೇ ಎಂದು ಹೇಳಿದ ರಾಜ್ಯಪಾಲ ಥಾವರ್ ಚಂದ್ ಗೆಹಲೋತ್ ಅವರು ನ್ಯಾಯ ಸಮಯಕ್ಕೆ ಸರಿಯಾಗಿ ದೊರೆಯಬೇಕು ಎಂದು ಅಭಿಪ್ರಾಯಪಟ್ಟರು. ಕರ್ನಾಟಕ ರಾಜ್ಯ ಕಾನೂನು ವಿಶ್ವವಿದ್ಯಾಲಯದ ಘಟಿಕೋತ್ಸವದಲ್ಲಿ ಮಾತನಾಡಿದ ಅವರು, ನ್ಯಾಯಾಂಗ ವ್ಯವಸ್ಥೆಯಲ್ಲಿ ಸುಧಾರಣೆ ಅಗತ್ಯವಿದೆ ಎಂದರು. xyxy=(203,366,368,419)
bjp-body: ಹುನ್ನಾರದ ಮತದಾರರ ಪಟ್ಟಿ ದೇಶದ ಪ್ರತಿಷ್ಠೆಗೆ ಧಕ್ಕೆ ತರುವ ಹುನ್ನಾರ ನಡೆದಿದೆ ಎಂದು ಬಿಜೆಪಿ ಆರೋಪಿಸಿದೆ. ವಿರೋಧ ಪಕ್ಷಗಳು ಸುಳ್ಳು ಆರೋಪ ಮಾಡುತ್ತಿವೆ ಎಂದು ಟೀಕಿಸಿದೆ. ಚುನಾವಣಾ ಆಯೋಗದ ಮೇಲೆ ಅನಗತ್ಯ ಒತ್ತಡ ಹೇರುವ ಪ್ರಯತ್ನ ಖಂಡನೀಯ ಎಂದು ಹೇಳಿದೆ. ಪ್ರಜಾಪ್ರಭುತ್ವ ವ್ಯವಸ್ಥೆಯ ಮೇಲಿನ ನಂಬಿಕೆ ಕುಂದಿಸುವ ಕೆಲಸ ಸಲ್ಲದು ಎಂದು ತಿಳಿಸಿದೆ. ಸಾರ್ವಜನಿಕರು ಇಂತಹ ಅಪಪ್ರಚಾರಕ್ಕೆ ಕಿವಿಗೊಡಬಾರದು ಎಂದು ಮನವಿ ಮಾಡಿದೆ. xyxy=(721,660,927,724)
neeravari-tag: ಕುಗ xyxy=(8,1050,18,1060)
quote-text: ಶಿಕ್ಷಣ ಕ್ಷೇತ್ರದಲ್ಲಿ ವಿದ್ಯಾರ್ಥಿಗಳು ಕಾನೂನು ಕ್ಷೇತ್ರದಲ್ಲಿ ಸೇವೆ ಸಲ್ಲಿಸಿ, ಸಂತೋಷದಿಂದ ಕಾರ್ಯನಿರ್ವಹಿಸಬೇಕು. ಹೊಸ ಆಲೋಚನೆಗಳೊಂದಿಗೆ ಮುನ್ನಡೆಯಬೇಕು. xyxy=(524,527,679,554)
sslc-exam-row: ಮಾ.30: ಹಿಂದಿ, ಕನ್ನಡ, ಇಂಗ್ಲಿಷ್, ಅರೇಬಿಕ್, ಪರ್ಷಿಯನ್, ಉರ್ದು (ದ್ವಿತೀಯ ಭಾಷೆ) xyxy=(203,809,323,828)
pu-exam-row: ಮಾ.4: ಸಂಸ್ಕೃತ, ಉರ್ದು, ತೆಲುಗು, ತಮಿಳು, ಮಲಯಾಳಂ xyxy=(335,788,435,806)
rahul-banner-line1: ರಾಹುಲ್ ಯಾಕೆ xyxy=(562,814,618,827)
pu-exam-row: ಮಾ.16: ಹಿಂದಿ, ಲೆಕ್ಕಶಾಸ್ತ್ರ xyxy=(335,872,394,880)
vandemataram-col1: ಬೆಂಗಳೂರು: ದೇಶದಲ್ಲಿ ನ. 7ರಂದು ವಂದೇ ಮಾತರಂ ಗೀತೆಯ ಸಾಮೂಹಿಕ ಗಾಯನ ಕಾರ್ಯಕ್ರಮ ನಡೆಯಲಿದ್ದು, ವಂದೇ ಮಾತರಂ ಗೀತೆಗೆ 150ನೇ ವರ್ಷ ಸಂದಿರುವ ಹಿನ್ನೆಲೆಯಲ್ಲಿ ರಾಜ್ಯಾದ್ಯಂತ ಸಂಭ್ರಮದ ಆಚರಣೆ ನಡೆಯಲಿದೆ. ಬೆಳಗ್ಗೆ ಹತ್ತು ಗಂಟೆಗೆ ಎಲ್ಲ ಶಾಲೆ, ಕಾಲೇಜುಗಳಲ್ಲಿ, ಸರ್ಕಾರಿ ಕಚೇರಿಗಳಲ್ಲಿ ಏಕಕಾಲಕ್ಕೆ ಗಾಯನ ನಡೆಯಲಿದೆ. ಗ್ರಾಮ ಪಂಚಾಯತ್‌ನಿಂದ ವಿಧಾನಸೌಧದವರೆಗೆ ಎಲ್ಲ ಕಡೆ ಕಾರ್ಯಕ್ರಮ ಆಯೋಜಿಸಲು ಸೂಚನೆ ನೀಡಲಾಗಿದೆ. ಪ್ರತಿಯೊಬ್ಬ ನಾಗರಿಕರು ಈ ಕಾರ್ಯಕ್ರಮದಲ್ಲಿ ಭಾಗವಹಿಸಬೇಕು ಎಂದು ಮನವಿ ಮಾಡಲಾಗಿದೆ. ಸುಮಾರು 150 ವರ್ಷಗಳ ಇತಿಹಾಸ ಹೊಂದಿರುವ ಗೀತೆಯ ವಿಶೇಷತೆ ಕುರಿತು ವಿದ್ಯಾರ್ಥಿಗಳಿಗೆ ತಿಳಿಸಲು ಸೂಚಿಸಲಾಗಿದೆ. xyxy=(256,80,397,208)
logo-title: ಹೊಸ ದಿಗಂತ xyxy=(48,9,154,38)
rahukala-bar xyxy=(8,720,186,736)
sign-text: ಆದಾಯ ಹೆಚ್ಚಳ. ಬಹಳ ದಿನಗಳ ಕನಸು ನನಸಾಗಲಿದೆ. ಹಿರಿಯರ ಆಶೀರ್ವಾದ ದೊರೆಯಲಿದೆ. ಆರೋಗ್ಯ ಉತ್ತಮ. xyxy=(8,642,94,668)
horoscope-sign xyxy=(8,674,94,712)
photo-person xyxy=(557,441,593,515)
portrait-photo xyxy=(13,201,85,277)
article-nandini-body: ಈ ಬಗ್ಗೆ ಬೆಂಗಳೂರು ಹಾಲು ಒಕ್ಕೂಟ ಆದೇಶ (ಬಮೂಲ್) ಡಿ.ಕೆ. ಸುರೇಶ್ ಅವರು ಹೇಳಿಕೆ ನೀಡಿದ್ದಾರೆ. ನಂದಿನಿ ತುಪ್ಪದ ದರವನ್ನು ಪ್ರತಿ ಕೆಜಿಗೆ 90 ರೂ. ಹೆಚ್ಚಿಸಲಾಗಿದೆ ಎಂದು ತಿಳಿಸಿದ್ದಾರೆ. ಈ ಹೊಸ ದರ ನವೆಂಬರ್ 6ರಿಂದಲೇ ಜಾರಿಗೆ ಬರಲಿದೆ. ಕಳೆದ ಎಪ್ರಿಲ್‌ನಲ್ಲಿ ಪ್ರತಿ ಲೀಟರ್‌ಗೆ ಹೆಚ್ಚಿಸಲಾಗಿದ್ದ 4 ರೂ. ಹಾಲಿನ ದರವನ್ನು ಈಗ ಪರಿಷ್ಕರಿಸಲಾಗಿಲ್ಲ ಎಂದಿದ್ದಾರೆ. ಒಕ್ಕೂಟ ಸಮಿತಿಯಲ್ಲಿ ಈ ನಿರ್ಧಾರ ಕೈಗೊಳ್ಳಲಾಗಿದೆ ಎಂದಿದ್ದಾರೆ. xyxy=(8,80,239,133)
article-neeravari xyxy=(8,1015,186,1261)
pu-exam-row: ಮಾ.17: ರಾಜ್ಯಶಾಸ್ತ್ರ, ಗಣಕ ವಿಜ್ಞಾನ xyxy=(335,882,415,890)
sslc-headline: ಎಸೆಸೆಲ್ಸಿ, ಪಿಯು ವೇಳಾಪಟ್ಟಿ ಪ್ರಕಟ xyxy=(203,721,364,739)
pu-exam-row: ಮಾ.5: ಅರ್ಥಶಾಸ್ತ್ರ xyxy=(335,809,378,817)
subbox-title: ದರ ಏರಿಕೆ ಅನಿವಾರ್ಯ xyxy=(13,144,107,160)
neeravari-body: ರಾಜ್ಯದ ನೀರಾವರಿ ಯೋಜನೆಗಳ ಬಗ್ಗೆ ಉಪಮುಖ್ಯಮಂತ್ರಿ ಡಿ.ಕೆ. ಶಿವಕುಮಾರ್ ಅವರು ಅಧಿಕಾರಿಗಳೊಂದಿಗೆ ಸಭೆ ನಡೆಸಿ ಚರ್ಚಿಸಿದರು. ಬಾಕಿ ಇರುವ ಯೋಜನೆಗಳನ್ನು ಶೀಘ್ರ ಪೂರ್ಣಗೊಳಿಸಲು ಸೂಚನೆ ನೀಡಿದರು. ಕೃಷಿಕರಿಗೆ ನೀರು ಒದಗಿಸುವುದು ಸರ್ಕಾರದ ಆದ್ಯತೆ ಎಂದರು. ಅನುದಾನ ಬಿಡುಗಡೆಗೆ ಕ್ರಮ ಕೈಗೊಳ್ಳಲಾಗುವುದು ಎಂದು ತಿಳಿಸಿದರು. xyxy=(8,1050,186,1103)
feature-ad-box xyxy=(8,864,186,1002)
main-kicker xyxy=(203,308,704,326)
photo-banner xyxy=(531,375,693,401)
horoscope-sign xyxy=(100,537,186,575)
sslc-exam-row: ಮಾ.28: ಗಣಿತ, ಸಮಾಜಶಾಸ್ತ್ರ xyxy=(203,799,271,807)
arajakate-photo xyxy=(360,615,459,701)
sign-label: ತುಲಾ xyxy=(112,451,129,462)
pu-exam-row: ಮಾ.11: ವ್ಯವಹಾರ ಅಧ್ಯಯನ, ಜೀವಶಾಸ್ತ್ರ xyxy=(335,851,428,859)
feature-ad-tag: ಕುಗ xyxy=(15,871,25,881)
arajakate-caption: ಭಾಗವತ್ ಮೇಲೆ xyxy=(392,702,427,710)
horoscope-sign xyxy=(100,452,186,490)
main-footer-note: ಘಟಿಕೋತ್ಸವದ ಕಾರ್ಯಕ್ರಮದಲ್ಲಿ ಕುಲಾಧಿಪತಿ ಹಾಗೂ ಗಣ್ಯರು ಪಾಲ್ಗೊಂಡಿದ್ದರು. ಪದವಿ ಪ್ರದಾನ ಸಮಾರಂಭ ಸಡಗರದಿಂದ ನಡೆಯಿತು. xyxy=(384,514,512,545)
schools-sub1: ಪ್ರತಿ ವಿದ್ಯಾರ್ಥಿಯ ಕಲಿಕಾ ಮಟ್ಟವನ್ನು ದಾಖಲಿಸಬೇಕು. ಹಿಂದುಳಿದ ಮಕ್ಕಳಿಗೆ ವಿಶೇಷ ತರಬೇತಿ ನೀಡಬೇಕು. 2025–26ನೇ ಸಾಲಿನ ಶೈಕ್ಷಣಿಕ ವರ್ಷದಲ್ಲಿ ಈ ಯೋಜನೆ ಜಾರಿಗೆ ಬರಲಿದೆ. ಪ್ರತಿ ತಿಂಗಳ 10 ರಂದು ಸಭೆ ನಡೆಸಲು ತಿಳಿಸಲಾಗಿದೆ. ಶಾಲಾ ಅಭಿವೃದ್ಧಿ ಸಮಿತಿ ಸಭೆಯನ್ನೂ ನಡೆಸಬೇಕು. ಪೋಷಕರ ಸಲಹೆಗಳನ್ನು ಪರಿಗಣಿಸಬೇಕು ಎಂದು ಆದೇಶದಲ್ಲಿ ತಿಳಿಸಲಾಗಿದೆ. xyxy=(541,1107,747,1160)
paschima-sub1-label: ಅರಣ್ಯ ಪ್ರದೇಶ ಒತ್ತುವರಿ: xyxy=(721,510,787,520)
zodiac-icon xyxy=(8,547,17,556)
dateline-tag: ಕುಗ xyxy=(8,80,18,90)
rahukala-value: 1.30–3.00 xyxy=(42,722,76,732)
subbox-quote: ನಂದಿನಿ ಹಾಲು ದರ ಏರಿಕೆ ಮಾಡಿಲ್ಲ. ಬಮೂಲ್ ವ್ಯಾಪ್ತಿಯ ಜಿಲ್ಲೆಗಳ ಒಕ್ಕೂಟಗಳಿಂದ ಮಾಹಿತಿಯ ಬಂದಿದ್ದು, ಬಮೂಲ್ ಸೇರಿದಂತೆ, ಪ್ರತಿ ಲೀಟರ್ ಹಾಲಿಗೆ ಸಮಯಾ 1.25 ರೂ. ಪಡೆಯುತ್ತಿದೆ. ದೇಶದ ಬೇರೆ ರಾಜ್ಯಗಳಿಗೆ ಹೋಲಿಸಿದರೆ ರಾಜ್ಯದಲ್ಲಿ ನಂದಿನಿ ಹಾಲಿನ ದರ ಕಡಿಮೆಯಾಗಿದೆ. xyxy=(90,198,234,249)
kaidi-item: • ಆರಂಭಿಕ ಶಾಲಾ ನಿಯಂತ್ರಣ ಕಲಿಸುವ ಜ್ಞಾನ ಸಂಪನ್ಮೂಲ ಮತ್ತು ಕ್ರಮಗಳ ವಿಶ್ಲೇಷಣೆಯ ತಂತ್ರಜ್ಞಾನದ ಮೂಲಕ ಮಕ್ಕಳ ಕಲಿಕೆಗೆ ಬೆಂಬಲ. xyxy=(26,347,180,377)
paschima-photo xyxy=(721,381,927,451)
horoscope-sign xyxy=(100,580,186,618)
page-title: ಕರ್ನಾಟಕ xyxy=(446,6,569,48)
zodiac-icon xyxy=(8,590,17,599)
aadhar-headline: ಆಧಾರವಿಲ್ಲದ ಆರೋಪ xyxy=(476,594,587,612)
pu-exam-row: ಮಾ.7: ಇತಿಹಾಸ, ಭೂಗೋಳಶಾಸ್ತ್ರ xyxy=(335,830,412,838)
rahul-banner-line3: ದೂರು ನೀಡಿಲ್ಲ xyxy=(564,840,616,853)
masthead-day: ಗುರುವಾರ xyxy=(898,7,937,22)
main-yellowbox-title: ವಿವಿಧ ಪದವಿ ಪ್ರದಾನ xyxy=(389,440,464,453)
pu-exam-row: ಮಾ.18: ಸಮಾಜಶಾಸ್ತ್ರ, ತರ್ಕಶಾಸ್ತ್ರ xyxy=(335,893,412,901)
sign-label: ಮಕರ xyxy=(112,579,130,590)
kaidi-item: • ಎಸ್.ಕೆ. ವಿಜಯೇಂದ್ರ xyxy=(26,380,180,390)
acharya-sub2-text: ಸಮಾಜದಲ್ಲಿ ಸಾಮರಸ್ಯ ಮೂಡಿಸುವ ಕಾರ್ಯ ನಡೆಯಬೇಕು ಎಂದು ಅಭಿಪ್ರಾಯಪಟ್ಟರು. ಭಕ್ತಿ ಮಾರ್ಗದ ಮಹತ್ವ ಸಾರಿದ ಆಚಾರ್ಯರ ಸಂದೇಶ ಎಲ್ಲರಿಗೂ ತಲುಪಬೇಕು ಎಂದರು. xyxy=(712,194,934,225)
vandemataram-col3: ಎಲ್ಲಾ ಸರ್ಕಾರಿ ಕಚೇರಿಗಳಲ್ಲಿ ಮತ್ತು ಸಾರ್ವಜನಿಕ ಸ್ಥಳಗಳಲ್ಲಿ ಕಾರ್ಯಕ್ರಮ ಆಯೋಜಿಸಲು ಸೂಚಿಸಲಾಗಿದೆ. ವಿವಿಧ ಸಂಘ ಸಂಸ್ಥೆಗಳು ಕೂಡ ಈ ಕಾರ್ಯಕ್ರಮದಲ್ಲಿ ಪಾಲ್ಗೊಳ್ಳಲಿವೆ. ಶಾಲಾ ಮಕ್ಕಳಿಗೆ ಗೀತೆಯ ಅರ್ಥ ವಿವರಿಸಿ, ದೇಶಭಕ್ತಿ ಜಾಗೃತಿ ಮೂಡಿಸಲು ತಿಳಿಸಲಾಗಿದೆ. ಸಂಸ್ಕೃತಿ ಇಲಾಖೆ ವಿಶೇಷ ಕಾರ್ಯಕ್ರಮ ರೂಪಿಸಿದೆ ಎಂದು ಅಧಿಕಾರಿಗಳು ಮಾಹಿತಿ ನೀಡಿದ್ದಾರೆ. xyxy=(562,80,695,154)
article-bjp xyxy=(721,641,927,725)
feature-ad-body: ಮುಂದಿನ ದಿನಗಳಲ್ಲಿ ಬದಲಾವಣೆ ಮಾಡಲಾಗುವುದು. ಮಾಹಿತಿಯೇ ನಿಗಮ ತಂದು ಜಾರಿಗೆ ತರಲು ಯೋಜನೆ ರೂಪಿಸಲಾಗಿದೆ. xyxy=(15,921,179,939)
article-nandini-subbox: ದರ ಏರಿಕೆ ಅನಿವಾರ್ಯ ಹೈನುಗಾರರ ಹಿತ ಕಾಪಾಡಲು ತುಪ್ಪದ ದರ ಏರಿಕೆ ಅನಿವಾರ್ಯವಾಗಿದೆ. ಕೊಬ್ಬಿನಾಂಶದ ಬೆಲೆ ಹೆಚ್ಚಳ ಹಾಗೂ ಉತ್ಪಾದನಾ ವೆಚ್ಚ ಏರಿಕೆಯಿಂದ ಈ ನಿರ್ಧಾರ ಕೈಗೊಳ್ಳಲಾಗಿದೆ. ರೈತರಿಗೆ ಹೆಚ್ಚಿನ ಪ್ರೋತ್ಸಾಹ ನೀಡಲು ಈ ಮೊತ್ತ ಬಳಕೆಯಾಗಲಿದೆ ಎಂದು ಒಕ್ಕೂಟ ಸ್ಪಷ್ಟಪಡಿಸಿದೆ. ❝ ನಂದಿನಿ ಹಾಲು ದರ ಏರಿಕೆ ಮಾಡಿಲ್ಲ. ಬಮೂಲ್ ವ್ಯಾಪ್ತಿಯ ಜಿಲ್ಲೆಗಳ ಒಕ್ಕೂಟಗಳಿಂದ ಮಾಹಿತಿಯ ಬಂದಿದ್ದು, ಬಮೂಲ್ ಸೇರಿದಂತೆ, ಪ್ರತಿ ಲೀಟರ್ ಹಾಲಿಗೆ ಸಮಯಾ 1.25 ರೂ. ಪಡೆಯುತ್ತಿದೆ. ದೇಶದ ಬೇರೆ ರಾಜ್ಯಗಳಿಗೆ ಹೋಲಿಸಿದರೆ ರಾಜ್ಯದಲ್ಲಿ ನಂದಿನಿ ಹಾಲಿನ ದರ ಕಡಿಮೆಯಾಗಿದೆ. ಡಿ.ಕೆ. ಸುರೇಶ್, ಬಮೂಲ್ ಅಧ್ಯಕ್ಷ xyxy=(8,139,239,293)
sun-logo-icon: ✹ xyxy=(8,11,42,45)
article-vandemataram-headline: ನಾಳೆ ವಂದೇ ಮಾತರಂ ಸಾಮೂಹಿಕ ಗಾಯನ xyxy=(256,57,494,77)
ekhata-line1: ಇನ್ನು ಆನ್‌ಲೈನ್‌ನಲ್ಲೇ xyxy=(52,775,142,791)
convocation-photo xyxy=(520,366,704,516)
anumodane-headline: ಅನುಮೋದನೆಗೆ ಶಿಫಾರಸು xyxy=(721,554,844,572)
